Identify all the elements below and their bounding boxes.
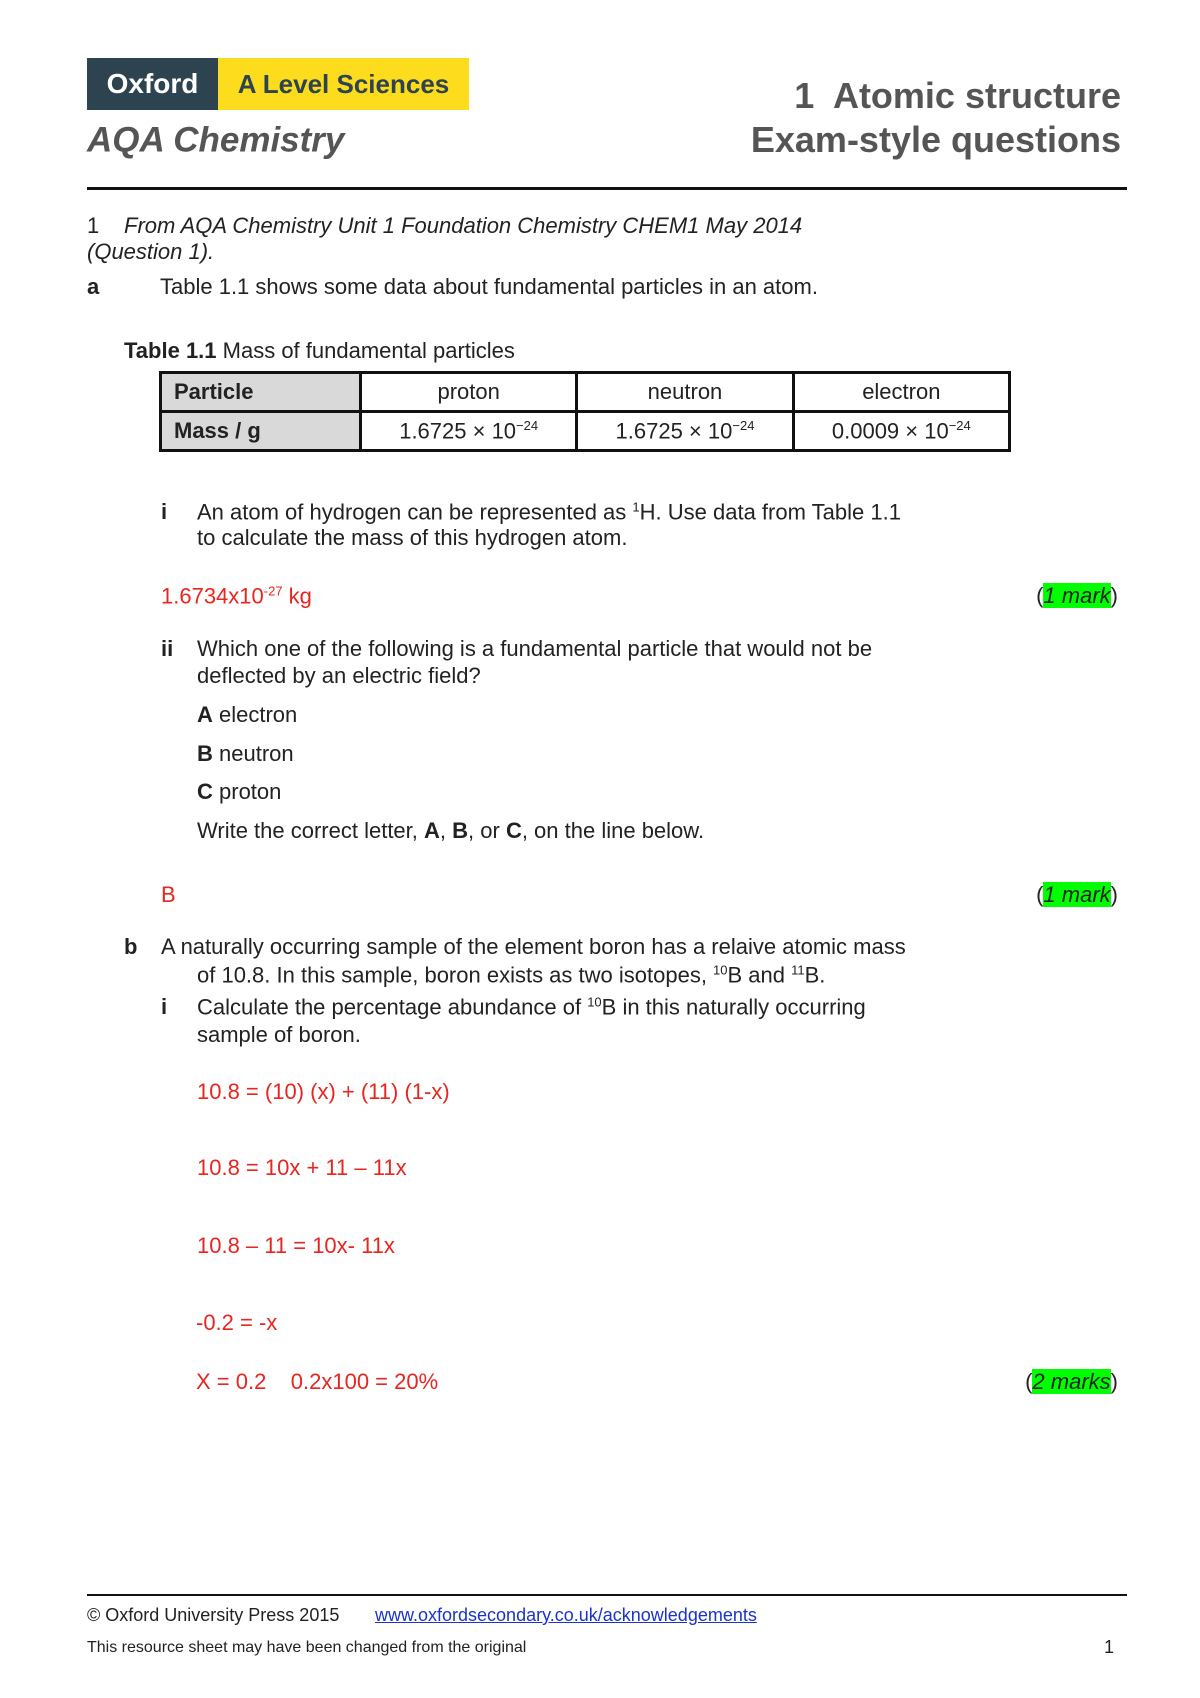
part-ii-label: ii: [161, 636, 174, 661]
footer-note: This resource sheet may have been changed from the original: [87, 1639, 527, 1656]
working-line: 10.8 = (10) (x) + (11) (1-x): [197, 1079, 450, 1104]
t: proton: [212, 779, 282, 804]
caption-bold: Table 1.1: [124, 338, 217, 363]
part-i-text-2: to calculate the mass of this hydrogen atom.: [197, 525, 628, 550]
subject-title: AQA Chemistry: [87, 120, 345, 160]
table-row: [161, 373, 1010, 412]
part-a-text: Table 1.1 shows some data about fundamental particles in an atom.: [160, 274, 818, 299]
exp: −24: [948, 417, 971, 433]
t: A: [197, 702, 213, 727]
t: An atom of hydrogen can be represented as: [197, 499, 633, 525]
particles-table: [159, 371, 1011, 452]
chapter-title: 1 Atomic structure: [794, 75, 1121, 116]
table-cell: [577, 412, 793, 451]
table-row: [161, 412, 1010, 451]
instruction: [197, 820, 704, 842]
mass: 0.0009 × 10: [831, 418, 949, 444]
part-ii-text-2: deflected by an electric field?: [197, 663, 481, 688]
t: B in this naturally occurring: [601, 994, 866, 1020]
option-c: [197, 781, 281, 803]
t: C: [505, 818, 522, 843]
caption-text: Mass of fundamental particles: [216, 338, 515, 363]
question-source: From AQA Chemistry Unit 1 Foundation Chemistry CHEM1 May 2014: [124, 213, 803, 238]
t: electron: [212, 702, 298, 727]
answer-ii: B: [161, 882, 176, 907]
part-i-label: i: [161, 499, 168, 524]
part-i-text: [197, 500, 901, 523]
part-b-text-2: [197, 963, 825, 986]
mark: 1 mark: [1043, 882, 1111, 907]
option-b: [197, 743, 294, 765]
table-cell: electron: [793, 373, 1009, 412]
t: 1: [632, 499, 640, 515]
part-a-label: a: [87, 274, 100, 299]
working-line: 10.8 – 11 = 10x- 11x: [197, 1233, 395, 1258]
t: B: [197, 741, 213, 766]
working-line: -0.2 = -x: [196, 1310, 278, 1335]
footer-rule: [87, 1594, 1127, 1596]
t: 11: [791, 962, 805, 978]
oxford-logo: [87, 58, 469, 110]
t: 10: [713, 962, 728, 978]
table-caption: [124, 340, 515, 362]
question-number: 1: [87, 213, 100, 238]
table-cell: neutron: [577, 373, 793, 412]
t: -27: [263, 583, 283, 599]
part-bi-text: [197, 995, 866, 1018]
mass: 1.6725 × 10: [615, 418, 733, 444]
logo-oxford: Oxford: [87, 58, 218, 110]
mark: 2 marks: [1032, 1369, 1111, 1394]
table-cell: proton: [361, 373, 577, 412]
answer-i: [161, 584, 312, 607]
option-a: [197, 704, 297, 726]
copyright: © Oxford University Press 2015: [87, 1605, 340, 1625]
mark-badge: (1 mark): [1036, 583, 1118, 608]
mark: 1 mark: [1043, 583, 1111, 608]
table-cell: [793, 412, 1009, 451]
mark-badge: (2 marks): [1025, 1369, 1118, 1394]
t: , on the line below.: [521, 818, 705, 843]
t: ,: [439, 818, 453, 843]
t: 1.6734x10: [161, 583, 264, 609]
t: B: [452, 818, 469, 843]
t: Calculate the percentage abundance of: [197, 994, 588, 1020]
question-source-2: (Question 1).: [87, 239, 215, 264]
working-line: X = 0.2 0.2x100 = 20%: [196, 1369, 439, 1394]
t: kg: [282, 583, 312, 609]
mark-badge: (1 mark): [1036, 882, 1118, 907]
part-b-text: A naturally occurring sample of the element boron has a relaive atomic mass: [161, 934, 906, 959]
t: 10: [587, 994, 602, 1010]
row-header: Particle: [161, 373, 361, 412]
t: A: [424, 818, 440, 843]
t: , or: [468, 818, 506, 843]
t: C: [197, 779, 213, 804]
t: Write the correct letter,: [197, 818, 425, 843]
t: H. Use data from Table 1.1: [639, 499, 901, 525]
page-subtitle: Exam-style questions: [750, 119, 1121, 160]
exp: −24: [516, 417, 539, 433]
table-cell: [361, 412, 577, 451]
acknowledgements-link[interactable]: www.oxfordsecondary.co.uk/acknowledgements: [375, 1605, 757, 1625]
t: of 10.8. In this sample, boron exists as two isotopes,: [197, 962, 714, 988]
part-ii-text: Which one of the following is a fundamental particle that would not be: [197, 636, 873, 661]
exp: −24: [732, 417, 755, 433]
page-number: 1: [1103, 1637, 1114, 1657]
t: B.: [804, 962, 826, 988]
part-bi-text-2: sample of boron.: [197, 1022, 361, 1047]
row-header: Mass / g: [161, 412, 361, 451]
header-rule: [87, 187, 1127, 190]
part-bi-label: i: [161, 994, 168, 1019]
logo-sciences: A Level Sciences: [218, 58, 469, 110]
t: B and: [727, 962, 792, 988]
working-line: 10.8 = 10x + 11 – 11x: [197, 1155, 407, 1180]
part-b-label: b: [124, 934, 138, 959]
mass: 1.6725 × 10: [399, 418, 517, 444]
t: neutron: [212, 741, 294, 766]
